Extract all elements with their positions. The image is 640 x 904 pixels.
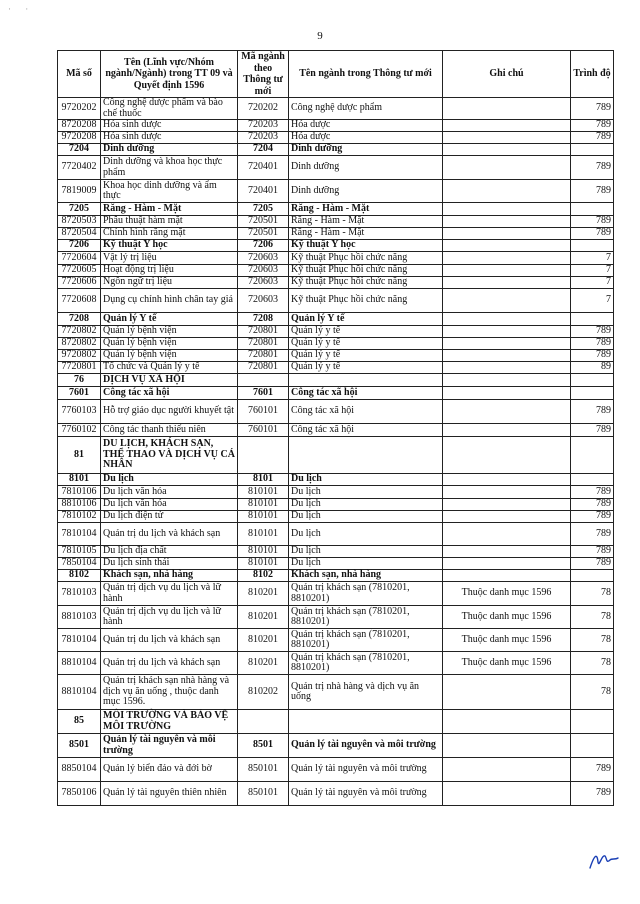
cell-level: 789 (571, 326, 614, 338)
cell-new-code: 720501 (238, 216, 289, 228)
cell-note (443, 265, 571, 277)
cell-new-name: Dinh dưỡng (289, 144, 443, 156)
cell-level (571, 240, 614, 252)
cell-new-name: Hóa dược (289, 120, 443, 132)
cell-new-name: Răng - Hàm - Mặt (289, 216, 443, 228)
page-number: 9 (317, 30, 323, 42)
section-row (58, 710, 614, 734)
cell-name: Hóa sinh dược (101, 120, 238, 132)
cell-code: 7810104 (58, 523, 101, 546)
cell-empty (443, 437, 571, 474)
cell-new-code: 7204 (238, 144, 289, 156)
cell-empty (571, 374, 614, 387)
table-row (58, 277, 614, 289)
cell-level: 789 (571, 156, 614, 180)
cell-level: 78 (571, 582, 614, 606)
table-row (58, 98, 614, 120)
cell-new-name: Kỹ thuật Phục hồi chức năng (289, 289, 443, 313)
cell-level (571, 387, 614, 400)
cell-level: 7 (571, 265, 614, 277)
cell-new-code: 760101 (238, 400, 289, 424)
cell-new-name: Quản lý y tế (289, 326, 443, 338)
cell-new-code: 810202 (238, 675, 289, 710)
cell-name: Kỹ thuật Y học (101, 240, 238, 252)
cell-empty (443, 374, 571, 387)
cell-name: Hoạt động trị liệu (101, 265, 238, 277)
cell-new-code: 810101 (238, 546, 289, 558)
cell-code: 7720402 (58, 156, 101, 180)
cell-code: 8810104 (58, 652, 101, 675)
cell-name: Du lịch điện tử (101, 511, 238, 523)
cell-note (443, 474, 571, 486)
cell-new-code: 720501 (238, 228, 289, 240)
cell-new-code: 810101 (238, 499, 289, 511)
cell-note (443, 98, 571, 120)
cell-new-code: 720603 (238, 252, 289, 265)
table-row (58, 216, 614, 228)
cell-note (443, 486, 571, 499)
cell-code: 8810106 (58, 499, 101, 511)
header-new-name: Tên ngành trong Thông tư mới (289, 51, 443, 98)
cell-new-code: 810201 (238, 652, 289, 675)
cell-new-code: 720801 (238, 362, 289, 374)
cell-name: Chỉnh hình răng mặt (101, 228, 238, 240)
cell-new-code: 810201 (238, 582, 289, 606)
table-row (58, 523, 614, 546)
cell-new-code: 850101 (238, 782, 289, 806)
cell-name: Công nghệ dược phẩm và bào chế thuốc (101, 98, 238, 120)
section-title: MÔI TRƯỜNG VÀ BẢO VỆ MÔI TRƯỜNG (101, 710, 238, 734)
cell-name: Công tác xã hội (101, 387, 238, 400)
cell-level: 789 (571, 546, 614, 558)
table-row (58, 362, 614, 374)
cell-new-name: Quản trị khách sạn (7810201, 8810201) (289, 582, 443, 606)
cell-note (443, 203, 571, 216)
cell-name: Quản trị dịch vụ du lịch và lữ hành (101, 582, 238, 606)
table-row (58, 424, 614, 437)
cell-new-code: 720801 (238, 338, 289, 350)
cell-level: 789 (571, 523, 614, 546)
cell-new-code: 810201 (238, 606, 289, 629)
cell-code: 8501 (58, 734, 101, 758)
cell-note (443, 350, 571, 362)
cell-name: Quản trị du lịch và khách sạn (101, 652, 238, 675)
group-row (58, 474, 614, 486)
cell-name: Quản lý bệnh viện (101, 338, 238, 350)
cell-code: 7810104 (58, 629, 101, 652)
cell-level (571, 313, 614, 326)
group-row (58, 387, 614, 400)
cell-level: 789 (571, 120, 614, 132)
cell-empty (289, 710, 443, 734)
cell-note (443, 289, 571, 313)
cell-new-code: 7206 (238, 240, 289, 252)
table-row (58, 782, 614, 806)
cell-code: 7810102 (58, 511, 101, 523)
cell-new-name: Quản lý tài nguyên và môi trường (289, 734, 443, 758)
cell-code: 7720606 (58, 277, 101, 289)
signature-mark (588, 848, 620, 872)
cell-level: 789 (571, 228, 614, 240)
cell-new-name: Khách sạn, nhà hàng (289, 570, 443, 582)
cell-code: 76 (58, 374, 101, 387)
header-code: Mã số (58, 51, 101, 98)
cell-note (443, 338, 571, 350)
cell-level: 7 (571, 289, 614, 313)
cell-level: 789 (571, 499, 614, 511)
cell-note (443, 277, 571, 289)
cell-code: 7819009 (58, 180, 101, 203)
cell-code: 7810105 (58, 546, 101, 558)
cell-level: 789 (571, 338, 614, 350)
header-new-code: Mã ngành theo Thông tư mới (238, 51, 289, 98)
cell-note (443, 252, 571, 265)
cell-name: Phẫu thuật hàm mặt (101, 216, 238, 228)
table-header-row (58, 51, 614, 98)
cell-level: 78 (571, 629, 614, 652)
cell-empty (238, 710, 289, 734)
cell-note (443, 313, 571, 326)
cell-code: 8810104 (58, 675, 101, 710)
cell-level: 7 (571, 252, 614, 265)
table-row (58, 228, 614, 240)
cell-name: Quản trị khách sạn nhà hàng và dịch vụ ăn uống , thuộc danh mục 1596. (101, 675, 238, 710)
cell-empty (443, 710, 571, 734)
cell-note (443, 758, 571, 782)
cell-code: 9720202 (58, 98, 101, 120)
cell-new-name: Răng - Hàm - Mặt (289, 228, 443, 240)
cell-new-name: Quản trị khách sạn (7810201, 8810201) (289, 629, 443, 652)
cell-note (443, 511, 571, 523)
cell-name: Ngôn ngữ trị liệu (101, 277, 238, 289)
cell-new-name: Quản lý y tế (289, 362, 443, 374)
cell-name: Dụng cụ chỉnh hình chân tay giả (101, 289, 238, 313)
cell-new-name: Quản lý y tế (289, 338, 443, 350)
table-row (58, 606, 614, 629)
cell-new-name: Răng - Hàm - Mặt (289, 203, 443, 216)
table-row (58, 499, 614, 511)
cell-name: Du lịch (101, 474, 238, 486)
cell-new-name: Du lịch (289, 511, 443, 523)
cell-code: 7204 (58, 144, 101, 156)
cell-level: 789 (571, 400, 614, 424)
cell-level: 789 (571, 758, 614, 782)
cell-note (443, 216, 571, 228)
cell-new-code: 810101 (238, 486, 289, 499)
cell-new-code: 810101 (238, 523, 289, 546)
table-row (58, 675, 614, 710)
cell-note (443, 144, 571, 156)
table-row (58, 265, 614, 277)
group-row (58, 734, 614, 758)
cell-new-code: 720203 (238, 132, 289, 144)
cell-level: 789 (571, 350, 614, 362)
cell-level: 7 (571, 277, 614, 289)
cell-code: 8850104 (58, 758, 101, 782)
cell-note: Thuộc danh mục 1596 (443, 652, 571, 675)
cell-note (443, 326, 571, 338)
table-row (58, 252, 614, 265)
section-row (58, 374, 614, 387)
cell-code: 7810103 (58, 582, 101, 606)
cell-note (443, 558, 571, 570)
table-row (58, 758, 614, 782)
cell-new-name: Quản lý Y tế (289, 313, 443, 326)
section-title: DU LỊCH, KHÁCH SẠN, THỂ THAO VÀ DỊCH VỤ CÁ NHÂN (101, 437, 238, 474)
cell-note (443, 240, 571, 252)
cell-empty (238, 374, 289, 387)
cell-code: 7720802 (58, 326, 101, 338)
cell-new-code: 720203 (238, 120, 289, 132)
cell-level (571, 474, 614, 486)
cell-new-name: Kỹ thuật Phục hồi chức năng (289, 265, 443, 277)
cell-name: Tổ chức và Quản lý y tế (101, 362, 238, 374)
cell-new-code: 7208 (238, 313, 289, 326)
section-title: DỊCH VỤ XÃ HỘI (101, 374, 238, 387)
table-body (58, 98, 614, 806)
cell-code: 7760102 (58, 424, 101, 437)
cell-name: Dinh dưỡng (101, 144, 238, 156)
cell-new-code: 720401 (238, 156, 289, 180)
group-row (58, 203, 614, 216)
cell-new-code: 810101 (238, 511, 289, 523)
cell-new-code: 720603 (238, 277, 289, 289)
cell-new-code: 850101 (238, 758, 289, 782)
table-row (58, 546, 614, 558)
group-row (58, 240, 614, 252)
cell-name: Du lịch văn hóa (101, 486, 238, 499)
cell-new-name: Du lịch (289, 486, 443, 499)
cell-level: 78 (571, 606, 614, 629)
cell-level: 789 (571, 180, 614, 203)
cell-level (571, 570, 614, 582)
cell-new-code: 720801 (238, 326, 289, 338)
cell-note (443, 120, 571, 132)
cell-new-code: 8101 (238, 474, 289, 486)
cell-name: Răng - Hàm - Mặt (101, 203, 238, 216)
table-row (58, 511, 614, 523)
cell-level: 78 (571, 652, 614, 675)
cell-level: 789 (571, 511, 614, 523)
cell-code: 7206 (58, 240, 101, 252)
cell-name: Dinh dưỡng và khoa học thực phẩm (101, 156, 238, 180)
cell-new-code: 720202 (238, 98, 289, 120)
cell-level: 789 (571, 98, 614, 120)
cell-new-name: Hóa dược (289, 132, 443, 144)
cell-note (443, 387, 571, 400)
cell-code: 8102 (58, 570, 101, 582)
cell-new-name: Công tác xã hội (289, 400, 443, 424)
cell-name: Khách sạn, nhà hàng (101, 570, 238, 582)
cell-level: 789 (571, 782, 614, 806)
cell-note: Thuộc danh mục 1596 (443, 582, 571, 606)
cell-new-name: Quản trị khách sạn (7810201, 8810201) (289, 652, 443, 675)
cell-name: Quản trị du lịch và khách sạn (101, 629, 238, 652)
cell-new-code: 720401 (238, 180, 289, 203)
table-row (58, 629, 614, 652)
scan-specks: · · (8, 4, 35, 14)
cell-new-name: Công nghệ dược phẩm (289, 98, 443, 120)
cell-new-name: Kỹ thuật Y học (289, 240, 443, 252)
cell-name: Vật lý trị liệu (101, 252, 238, 265)
cell-new-name: Dinh dưỡng (289, 156, 443, 180)
cell-new-code: 720801 (238, 350, 289, 362)
cell-note (443, 156, 571, 180)
cell-note (443, 570, 571, 582)
cell-code: 8101 (58, 474, 101, 486)
table-row (58, 558, 614, 570)
cell-level: 89 (571, 362, 614, 374)
table-row (58, 486, 614, 499)
cell-note (443, 400, 571, 424)
major-code-table (57, 50, 614, 806)
cell-new-name: Du lịch (289, 499, 443, 511)
cell-note (443, 228, 571, 240)
cell-code: 8810103 (58, 606, 101, 629)
cell-name: Du lịch văn hóa (101, 499, 238, 511)
cell-new-code: 720603 (238, 289, 289, 313)
cell-note (443, 424, 571, 437)
cell-empty (571, 437, 614, 474)
cell-new-code: 810201 (238, 629, 289, 652)
cell-name: Quản trị du lịch và khách sạn (101, 523, 238, 546)
table-row (58, 338, 614, 350)
cell-code: 7850106 (58, 782, 101, 806)
table-row (58, 326, 614, 338)
cell-new-name: Công tác xã hội (289, 387, 443, 400)
cell-note: Thuộc danh mục 1596 (443, 606, 571, 629)
table-row (58, 289, 614, 313)
cell-empty (238, 437, 289, 474)
cell-new-code: 810101 (238, 558, 289, 570)
cell-new-code: 7205 (238, 203, 289, 216)
section-row (58, 437, 614, 474)
cell-code: 7205 (58, 203, 101, 216)
cell-name: Công tác thanh thiếu niên (101, 424, 238, 437)
cell-code: 9720208 (58, 132, 101, 144)
cell-code: 85 (58, 710, 101, 734)
cell-empty (571, 710, 614, 734)
cell-code: 8720802 (58, 338, 101, 350)
cell-code: 7720605 (58, 265, 101, 277)
table-row (58, 582, 614, 606)
cell-new-name: Du lịch (289, 558, 443, 570)
cell-new-code: 7601 (238, 387, 289, 400)
cell-level (571, 734, 614, 758)
table-row (58, 180, 614, 203)
cell-name: Quản lý bệnh viện (101, 326, 238, 338)
cell-new-code: 8102 (238, 570, 289, 582)
cell-name: Quản trị dịch vụ du lịch và lữ hành (101, 606, 238, 629)
cell-name: Khoa học dinh dưỡng và ẩm thực (101, 180, 238, 203)
cell-name: Quản lý tài nguyên và môi trường (101, 734, 238, 758)
cell-new-name: Du lịch (289, 474, 443, 486)
cell-new-name: Dinh dưỡng (289, 180, 443, 203)
cell-new-code: 8501 (238, 734, 289, 758)
cell-new-name: Kỹ thuật Phục hồi chức năng (289, 252, 443, 265)
cell-level: 789 (571, 486, 614, 499)
header-level: Trình độ (571, 51, 614, 98)
cell-note (443, 180, 571, 203)
cell-code: 7850104 (58, 558, 101, 570)
cell-note (443, 734, 571, 758)
cell-name: Quản lý Y tế (101, 313, 238, 326)
cell-code: 9720802 (58, 350, 101, 362)
group-row (58, 570, 614, 582)
cell-note (443, 523, 571, 546)
cell-new-name: Du lịch (289, 523, 443, 546)
cell-note: Thuộc danh mục 1596 (443, 629, 571, 652)
cell-note (443, 499, 571, 511)
cell-level: 789 (571, 216, 614, 228)
group-row (58, 313, 614, 326)
cell-level: 789 (571, 132, 614, 144)
cell-code: 8720504 (58, 228, 101, 240)
cell-name: Quản lý biển đảo và đới bờ (101, 758, 238, 782)
cell-new-name: Công tác xã hội (289, 424, 443, 437)
table-row (58, 120, 614, 132)
cell-level: 78 (571, 675, 614, 710)
cell-new-code: 760101 (238, 424, 289, 437)
cell-note (443, 132, 571, 144)
cell-new-code: 720603 (238, 265, 289, 277)
cell-name: Hóa sinh dược (101, 132, 238, 144)
cell-empty (289, 374, 443, 387)
cell-name: Du lịch địa chất (101, 546, 238, 558)
table-row (58, 652, 614, 675)
cell-new-name: Kỹ thuật Phục hồi chức năng (289, 277, 443, 289)
cell-code: 7720801 (58, 362, 101, 374)
cell-new-name: Quản lý y tế (289, 350, 443, 362)
table-row (58, 156, 614, 180)
cell-code: 7760103 (58, 400, 101, 424)
cell-name: Quản lý tài nguyên thiên nhiên (101, 782, 238, 806)
cell-level: 789 (571, 558, 614, 570)
cell-code: 7720608 (58, 289, 101, 313)
cell-new-name: Quản lý tài nguyên và môi trường (289, 758, 443, 782)
cell-new-name: Quản lý tài nguyên và môi trường (289, 782, 443, 806)
cell-name: Hỗ trợ giáo dục người khuyết tật (101, 400, 238, 424)
cell-note (443, 675, 571, 710)
cell-level (571, 144, 614, 156)
cell-empty (289, 437, 443, 474)
cell-new-name: Quản trị nhà hàng và dịch vụ ăn uống (289, 675, 443, 710)
cell-note (443, 782, 571, 806)
header-name: Tên (Lĩnh vực/Nhóm ngành/Ngành) trong TT 09 và Quyết định 1596 (101, 51, 238, 98)
table-row (58, 132, 614, 144)
cell-note (443, 362, 571, 374)
cell-code: 7720604 (58, 252, 101, 265)
table-row (58, 350, 614, 362)
cell-code: 7601 (58, 387, 101, 400)
table-row (58, 400, 614, 424)
cell-name: Du lịch sinh thái (101, 558, 238, 570)
cell-code: 7810106 (58, 486, 101, 499)
cell-new-name: Quản trị khách sạn (7810201, 8810201) (289, 606, 443, 629)
cell-code: 81 (58, 437, 101, 474)
cell-code: 8720503 (58, 216, 101, 228)
cell-code: 8720208 (58, 120, 101, 132)
cell-code: 7208 (58, 313, 101, 326)
cell-new-name: Du lịch (289, 546, 443, 558)
group-row (58, 144, 614, 156)
cell-note (443, 546, 571, 558)
cell-level (571, 203, 614, 216)
cell-level: 789 (571, 424, 614, 437)
header-note: Ghi chú (443, 51, 571, 98)
cell-name: Quản lý bệnh viện (101, 350, 238, 362)
